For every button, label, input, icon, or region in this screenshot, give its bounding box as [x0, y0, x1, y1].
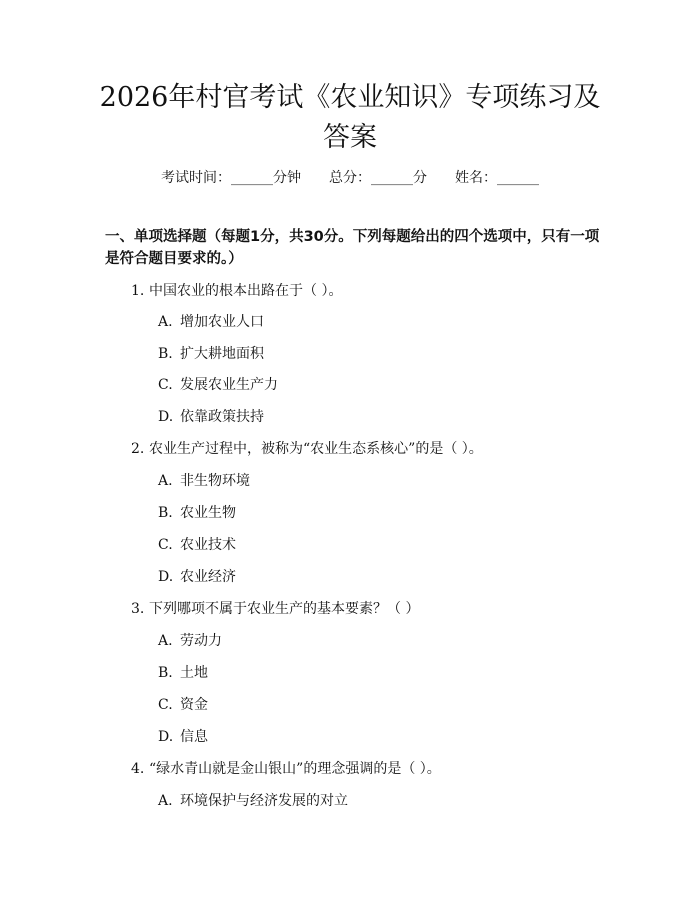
q1-option-c: [158, 374, 278, 396]
option-text: 信息: [180, 729, 208, 745]
total-score-unit: 分: [413, 170, 427, 186]
total-score-label: 总分：: [329, 170, 371, 186]
q1-option-d: [158, 406, 264, 428]
option-letter: C.: [158, 697, 173, 713]
q2-option-c: [158, 534, 236, 556]
option-letter: B.: [158, 346, 173, 362]
option-letter: A.: [158, 314, 173, 330]
option-letter: A.: [158, 473, 173, 489]
option-letter: C.: [158, 377, 173, 393]
q3-option-c: [158, 694, 208, 716]
q2-option-a: [158, 470, 250, 492]
option-letter: D.: [158, 409, 174, 425]
q3-option-a: [158, 630, 222, 652]
option-letter: D.: [158, 729, 174, 745]
option-text: 扩大耕地面积: [180, 346, 264, 362]
exam-time-label: 考试时间：: [161, 170, 231, 186]
exam-info-line: [0, 167, 700, 189]
option-text: 非生物环境: [180, 473, 250, 489]
question-2: [131, 438, 483, 460]
option-text: 农业经济: [180, 569, 236, 585]
q3-option-d: [158, 726, 208, 748]
question-number: 3.: [131, 601, 145, 617]
exam-time-unit: 分钟: [273, 170, 301, 186]
option-text: 土地: [180, 665, 208, 681]
question-text: 下列哪项不属于农业生产的基本要素？（ ）: [149, 601, 420, 617]
question-number: 4.: [131, 761, 145, 777]
option-text: 环境保护与经济发展的对立: [180, 793, 348, 809]
option-text: 依靠政策扶持: [180, 409, 264, 425]
question-text: 农业生产过程中，被称为“农业生态系核心”的是（ ）。: [149, 441, 483, 457]
option-text: 发展农业生产力: [180, 377, 278, 393]
q2-option-d: [158, 566, 236, 588]
name-label: 姓名：: [455, 170, 497, 186]
exam-time-blank: ______: [231, 170, 273, 186]
option-text: 农业生物: [180, 505, 236, 521]
question-text: “绿水青山就是金山银山”的理念强调的是（ ）。: [149, 761, 441, 777]
question-4: [131, 758, 441, 780]
q2-option-b: [158, 502, 236, 524]
option-text: 增加农业人口: [180, 314, 264, 330]
question-1: [131, 280, 342, 302]
option-text: 资金: [180, 697, 208, 713]
name-blank: ______: [497, 170, 539, 186]
option-letter: A.: [158, 633, 173, 649]
option-text: 劳动力: [180, 633, 222, 649]
section-heading: 一、单项选择题（每题1分，共30分。下列每题给出的四个选项中，只有一项是符合题目要求的。）: [105, 229, 600, 267]
q4-option-a: [158, 790, 348, 812]
option-letter: A.: [158, 793, 173, 809]
question-number: 2.: [131, 441, 145, 457]
question-3: [131, 598, 419, 620]
page-title: 2026年村官考试《农业知识》专项练习及答案: [99, 82, 601, 153]
q1-option-b: [158, 343, 264, 365]
option-letter: D.: [158, 569, 174, 585]
q3-option-b: [158, 662, 208, 684]
question-text: 中国农业的根本出路在于（ ）。: [149, 283, 343, 299]
q1-option-a: [158, 311, 264, 333]
option-letter: C.: [158, 537, 173, 553]
total-score-blank: ______: [371, 170, 413, 186]
option-text: 农业技术: [180, 537, 236, 553]
option-letter: B.: [158, 505, 173, 521]
question-number: 1.: [131, 283, 145, 299]
option-letter: B.: [158, 665, 173, 681]
